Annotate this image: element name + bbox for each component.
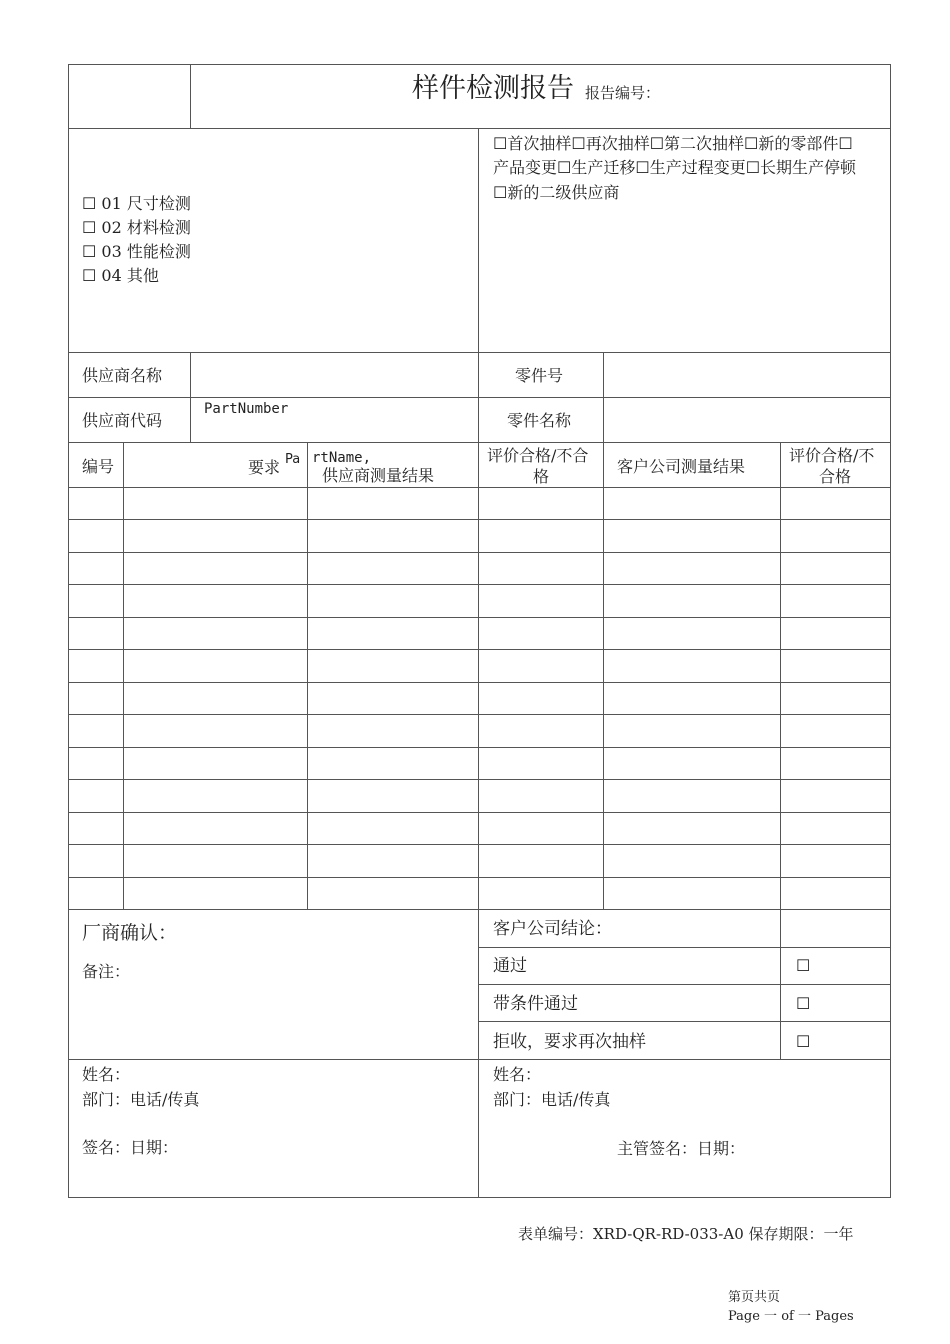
sampling-options-line-1[interactable]: ☐首次抽样☐再次抽样☐第二次抽样☐新的零部件☐ bbox=[493, 134, 853, 153]
col-header-requirement: 要求 bbox=[248, 458, 281, 477]
col-header-eval-1-line-1: 评价合格/不合 bbox=[487, 446, 589, 465]
inspection-type-other[interactable]: ☐ 04 其他 bbox=[82, 266, 159, 285]
right-name-label: 姓名： bbox=[493, 1065, 542, 1084]
sampling-options-line-2[interactable]: 产品变更☐生产迁移☐生产过程变更☐长期生产停顿 bbox=[493, 158, 857, 177]
grid-line bbox=[68, 397, 891, 398]
part-no-label: 零件号 bbox=[515, 366, 564, 385]
col-header-pa-fragment: Pa bbox=[285, 452, 301, 467]
table-row-line bbox=[68, 779, 891, 780]
col-header-eval-2-line-2: 合格 bbox=[819, 467, 852, 486]
report-number-label: 报告编号： bbox=[585, 84, 661, 102]
table-row-line bbox=[68, 682, 891, 683]
part-number-field[interactable]: PartNumber bbox=[204, 401, 289, 417]
grid-line bbox=[68, 909, 891, 910]
left-name-label: 姓名： bbox=[82, 1065, 131, 1084]
grid-line bbox=[190, 352, 191, 442]
grid-line bbox=[478, 909, 479, 1197]
grid-line bbox=[68, 1059, 891, 1060]
part-name-label: 零件名称 bbox=[507, 411, 572, 430]
grid-line bbox=[68, 128, 891, 129]
grid-line bbox=[478, 128, 479, 352]
inspection-type-performance[interactable]: ☐ 03 性能检测 bbox=[82, 242, 191, 261]
table-row-line bbox=[68, 747, 891, 748]
vendor-confirm-label: 厂商确认： bbox=[82, 922, 178, 944]
grid-line bbox=[603, 352, 604, 442]
col-header-eval-2-line-1: 评价合格/不 bbox=[789, 446, 875, 465]
page-count-cn: 第页共页 bbox=[728, 1290, 781, 1305]
supplier-code-label: 供应商代码 bbox=[82, 411, 163, 430]
page-count-en: Page 一 of 一 Pages bbox=[728, 1309, 854, 1324]
table-row-line bbox=[68, 617, 891, 618]
inspection-type-dimension[interactable]: ☐ 01 尺寸检测 bbox=[82, 194, 191, 213]
checkbox-conditional[interactable]: ☐ bbox=[796, 994, 811, 1013]
grid-line bbox=[478, 984, 891, 985]
col-header-supplier-result: 供应商测量结果 bbox=[322, 466, 435, 485]
grid-line bbox=[478, 1021, 891, 1022]
remarks-label: 备注： bbox=[82, 962, 131, 981]
conclusion-option-reject: 拒收，要求再次抽样 bbox=[493, 1032, 646, 1052]
supplier-name-label: 供应商名称 bbox=[82, 366, 163, 385]
grid-line bbox=[123, 442, 124, 909]
customer-conclusion-label: 客户公司结论： bbox=[493, 919, 612, 939]
table-row-line bbox=[68, 812, 891, 813]
grid-line bbox=[780, 909, 781, 1059]
grid-line bbox=[478, 442, 479, 909]
grid-line bbox=[190, 64, 191, 128]
border-bottom bbox=[68, 1197, 891, 1198]
left-sign-label: 签名：日期： bbox=[82, 1138, 179, 1157]
grid-line bbox=[478, 352, 479, 442]
border-right bbox=[890, 64, 891, 1197]
conclusion-option-pass: 通过 bbox=[493, 956, 527, 976]
table-row-line bbox=[68, 844, 891, 845]
grid-line bbox=[68, 442, 891, 443]
form-info: 表单编号：XRD-QR-RD-033-A0 保存期限：一年 bbox=[518, 1225, 854, 1243]
grid-line bbox=[780, 442, 781, 909]
right-sign-label: 主管签名：日期： bbox=[617, 1139, 746, 1158]
table-row-line bbox=[68, 519, 891, 520]
sampling-options-line-3[interactable]: ☐新的二级供应商 bbox=[493, 183, 620, 202]
table-row-line bbox=[68, 877, 891, 878]
table-row-line bbox=[68, 714, 891, 715]
grid-line bbox=[603, 442, 604, 909]
grid-line bbox=[68, 352, 891, 353]
report-title: 样件检测报告 bbox=[412, 73, 574, 104]
col-header-customer-result: 客户公司测量结果 bbox=[617, 457, 746, 476]
right-dept-label: 部门：电话/传真 bbox=[493, 1090, 611, 1109]
grid-line bbox=[68, 487, 891, 488]
grid-line bbox=[478, 947, 891, 948]
table-row-line bbox=[68, 552, 891, 553]
checkbox-reject[interactable]: ☐ bbox=[796, 1032, 811, 1051]
col-header-no: 编号 bbox=[82, 457, 115, 476]
table-row-line bbox=[68, 584, 891, 585]
inspection-type-material[interactable]: ☐ 02 材料检测 bbox=[82, 218, 191, 237]
checkbox-pass[interactable]: ☐ bbox=[796, 956, 811, 975]
border-left bbox=[68, 64, 69, 1197]
table-row-line bbox=[68, 649, 891, 650]
left-dept-label: 部门：电话/传真 bbox=[82, 1090, 200, 1109]
col-header-eval-1-line-2: 格 bbox=[533, 467, 550, 486]
col-header-partname-fragment: rtName, bbox=[312, 450, 372, 466]
conclusion-option-conditional: 带条件通过 bbox=[493, 994, 578, 1014]
border-top bbox=[68, 64, 891, 65]
grid-line bbox=[307, 442, 308, 909]
